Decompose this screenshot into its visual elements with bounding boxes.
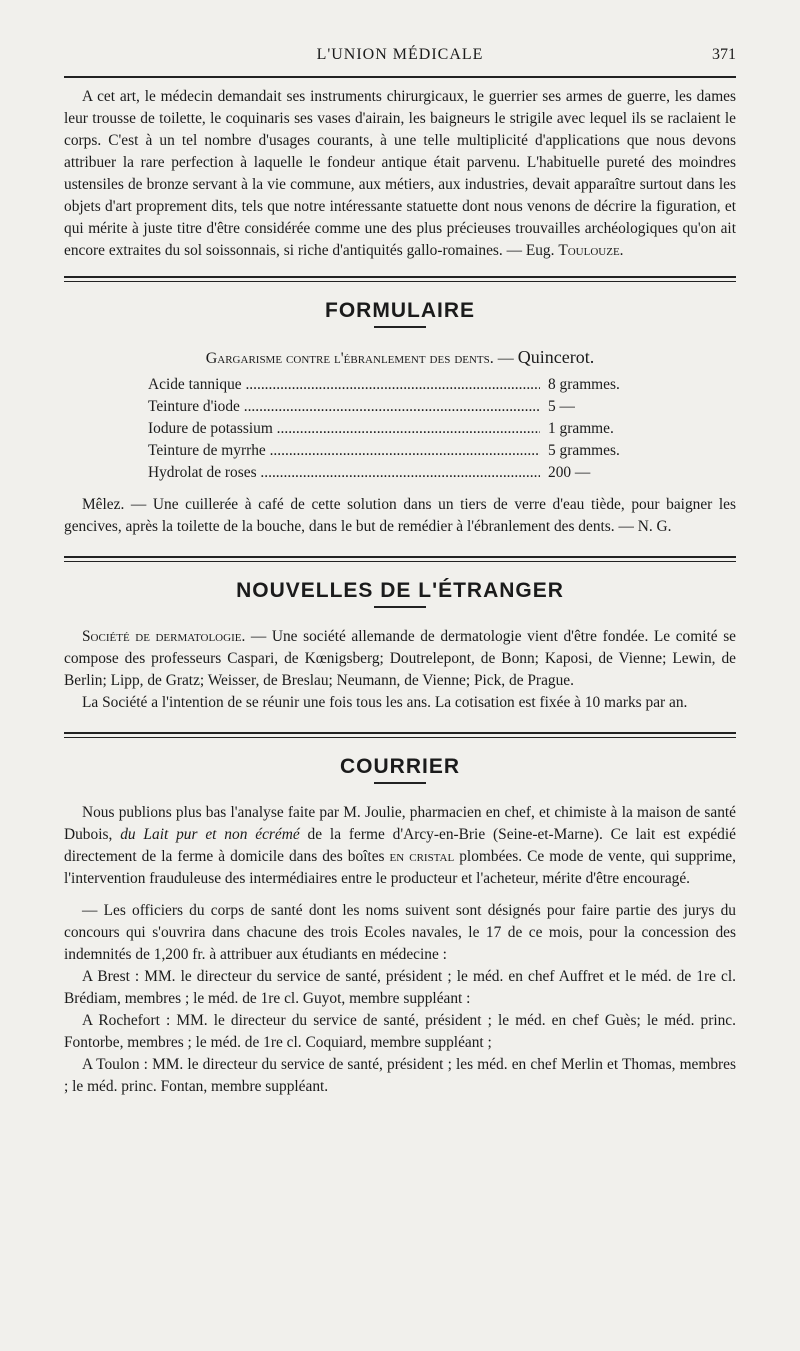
nouvelles-lead: Société de dermatologie. <box>82 628 246 645</box>
courrier-paragraph-1 <box>64 802 736 890</box>
title-underline <box>374 326 426 328</box>
ingredient-row <box>148 440 668 462</box>
recipe-title <box>64 346 736 370</box>
section-title-courrier: COURRIER <box>339 755 460 778</box>
section-title-formulaire: FORMULAIRE <box>325 299 475 322</box>
intro-text: A cet art, le médecin demandait ses instruments chirurgicaux, le guerrier ses armes de guerre, les dames leur trousse de toilette, le coquinaris ses vases d'airain, les baigneurs le strigile avec lequel ils se raclaient le corps. C'est à un tel nombre d'usages courants, à une telle multiplicité d'applications que nous devons attribuer la rare perfection à laquelle le fondeur antique était parvenu. L'habituelle pureté des moindres ustensiles de bronze servant à la vie commune, aux métiers, aux industries, devait apparaître surtout dans les objets d'art proprement dits, tels que notre intéressante statuette dont nous venons de décrire la figuration, et qui mérite à juste titre d'être considérée comme une des plus précieuses trouvailles archéologiques qu'on ait encore extraites du sol soissonnais, si riche d'antiquités gallo-romaines. — Eug. <box>64 88 736 259</box>
header-rule <box>64 76 736 78</box>
intro-author: Toulouze. <box>558 242 624 259</box>
ingredient-row <box>148 462 668 484</box>
nouvelles-paragraph-2: La Société a l'intention de se réunir une fois tous les ans. La cotisation est fixée à 10 marks par an. <box>82 694 688 711</box>
courrier-smallcaps: en cristal <box>389 848 455 865</box>
running-header <box>64 44 736 70</box>
courrier-text: de la ferme d'Arcy-en-Brie (Seine-et-Marne). Ce lait est expédié directement de la ferme à domicile dans des boîtes <box>64 826 736 865</box>
ingredient-qty: 5 — <box>548 398 575 415</box>
section-divider <box>64 732 736 738</box>
ingredient-row <box>148 418 668 440</box>
ingredient-name: Iodure de potassium ..... <box>148 418 540 440</box>
courrier-toulon: A Toulon : MM. le directeur du service de santé, président ; les méd. en chef Merlin et Thomas, membres ; le méd. princ. Fontan, membre suppléant. <box>64 1056 736 1095</box>
page-number: 371 <box>712 46 736 63</box>
section-divider <box>64 276 736 282</box>
nouvelles-paragraph <box>64 626 736 692</box>
courrier-text: plombées. Ce mode de vente, qui supprime, l'intervention frauduleuse des intermédiaires entre le producteur et l'acheteur, mérite d'être encouragé. <box>64 848 736 887</box>
recipe-author: Quincerot. <box>517 347 595 367</box>
courrier-brest: A Brest : MM. le directeur du service de santé, président ; le méd. en chef Auffret et le méd. de 1re cl. Brédiam, membres ; le méd. de 1re cl. Guyot, membre suppléant : <box>64 968 736 1007</box>
section-title-nouvelles: NOUVELLES DE L'ÉTRANGER <box>236 579 564 602</box>
courrier-emphasis: du Lait pur et non écrémé <box>120 826 300 843</box>
ingredient-name: Hydrolat de roses ..... <box>148 462 540 484</box>
recipe-instructions: Mêlez. — Une cuillerée à café de cette solution dans un tiers de verre d'eau tiède, pour baigner les gencives, après la toilette de la bouche, dans le but de remédier à l'ébranlement des dents. — N. G. <box>64 496 736 535</box>
title-underline <box>374 606 426 608</box>
section-divider <box>64 556 736 562</box>
ingredient-list <box>64 374 736 484</box>
ingredient-name: Acide tannique ..... <box>148 374 540 396</box>
recipe-name: Gargarisme contre l'ébranlement des dents. — <box>205 350 514 367</box>
ingredient-qty: 5 grammes. <box>548 442 620 459</box>
ingredient-row <box>148 396 668 418</box>
courrier-rochefort: A Rochefort : MM. le directeur du service de santé, président ; le méd. en chef Guès; le méd. princ. Fontorbe, membres ; le méd. de 1re cl. Coquiard, membre suppléant ; <box>64 1012 736 1051</box>
intro-paragraph <box>64 86 736 262</box>
nouvelles-text: — Une société allemande de dermatologie vient d'être fondée. Le comité se compose des professeurs Caspari, de Kœnigsberg; Doutrelepont, de Bonn; Kaposi, de Vienne; Lewin, de Berlin; Lipp, de Gratz; Weisser, de Breslau; Neumann, de Vienne; Pick, de Prague. <box>64 628 737 689</box>
ingredient-name: Teinture d'iode ..... <box>148 396 540 418</box>
ingredient-name: Teinture de myrrhe ..... <box>148 440 540 462</box>
title-underline <box>374 782 426 784</box>
ingredient-row <box>148 374 668 396</box>
courrier-paragraph-2: — Les officiers du corps de santé dont les noms suivent sont désignés pour faire partie des jurys du concours qui s'ouvrira dans chacune des trois Ecoles navales, le 17 de ce mois, pour la concession des indemnités de 1,200 fr. à attribuer aux étudiants en médecine : <box>64 902 736 963</box>
ingredient-qty: 1 gramme. <box>548 420 614 437</box>
ingredient-qty: 200 — <box>548 464 591 481</box>
running-title: L'UNION MÉDICALE <box>316 46 484 63</box>
ingredient-qty: 8 grammes. <box>548 376 620 393</box>
courrier-text: Nous publions plus bas l'analyse faite par M. Joulie, pharmacien en chef, et chimiste à la maison de santé Dubois, <box>64 804 736 843</box>
